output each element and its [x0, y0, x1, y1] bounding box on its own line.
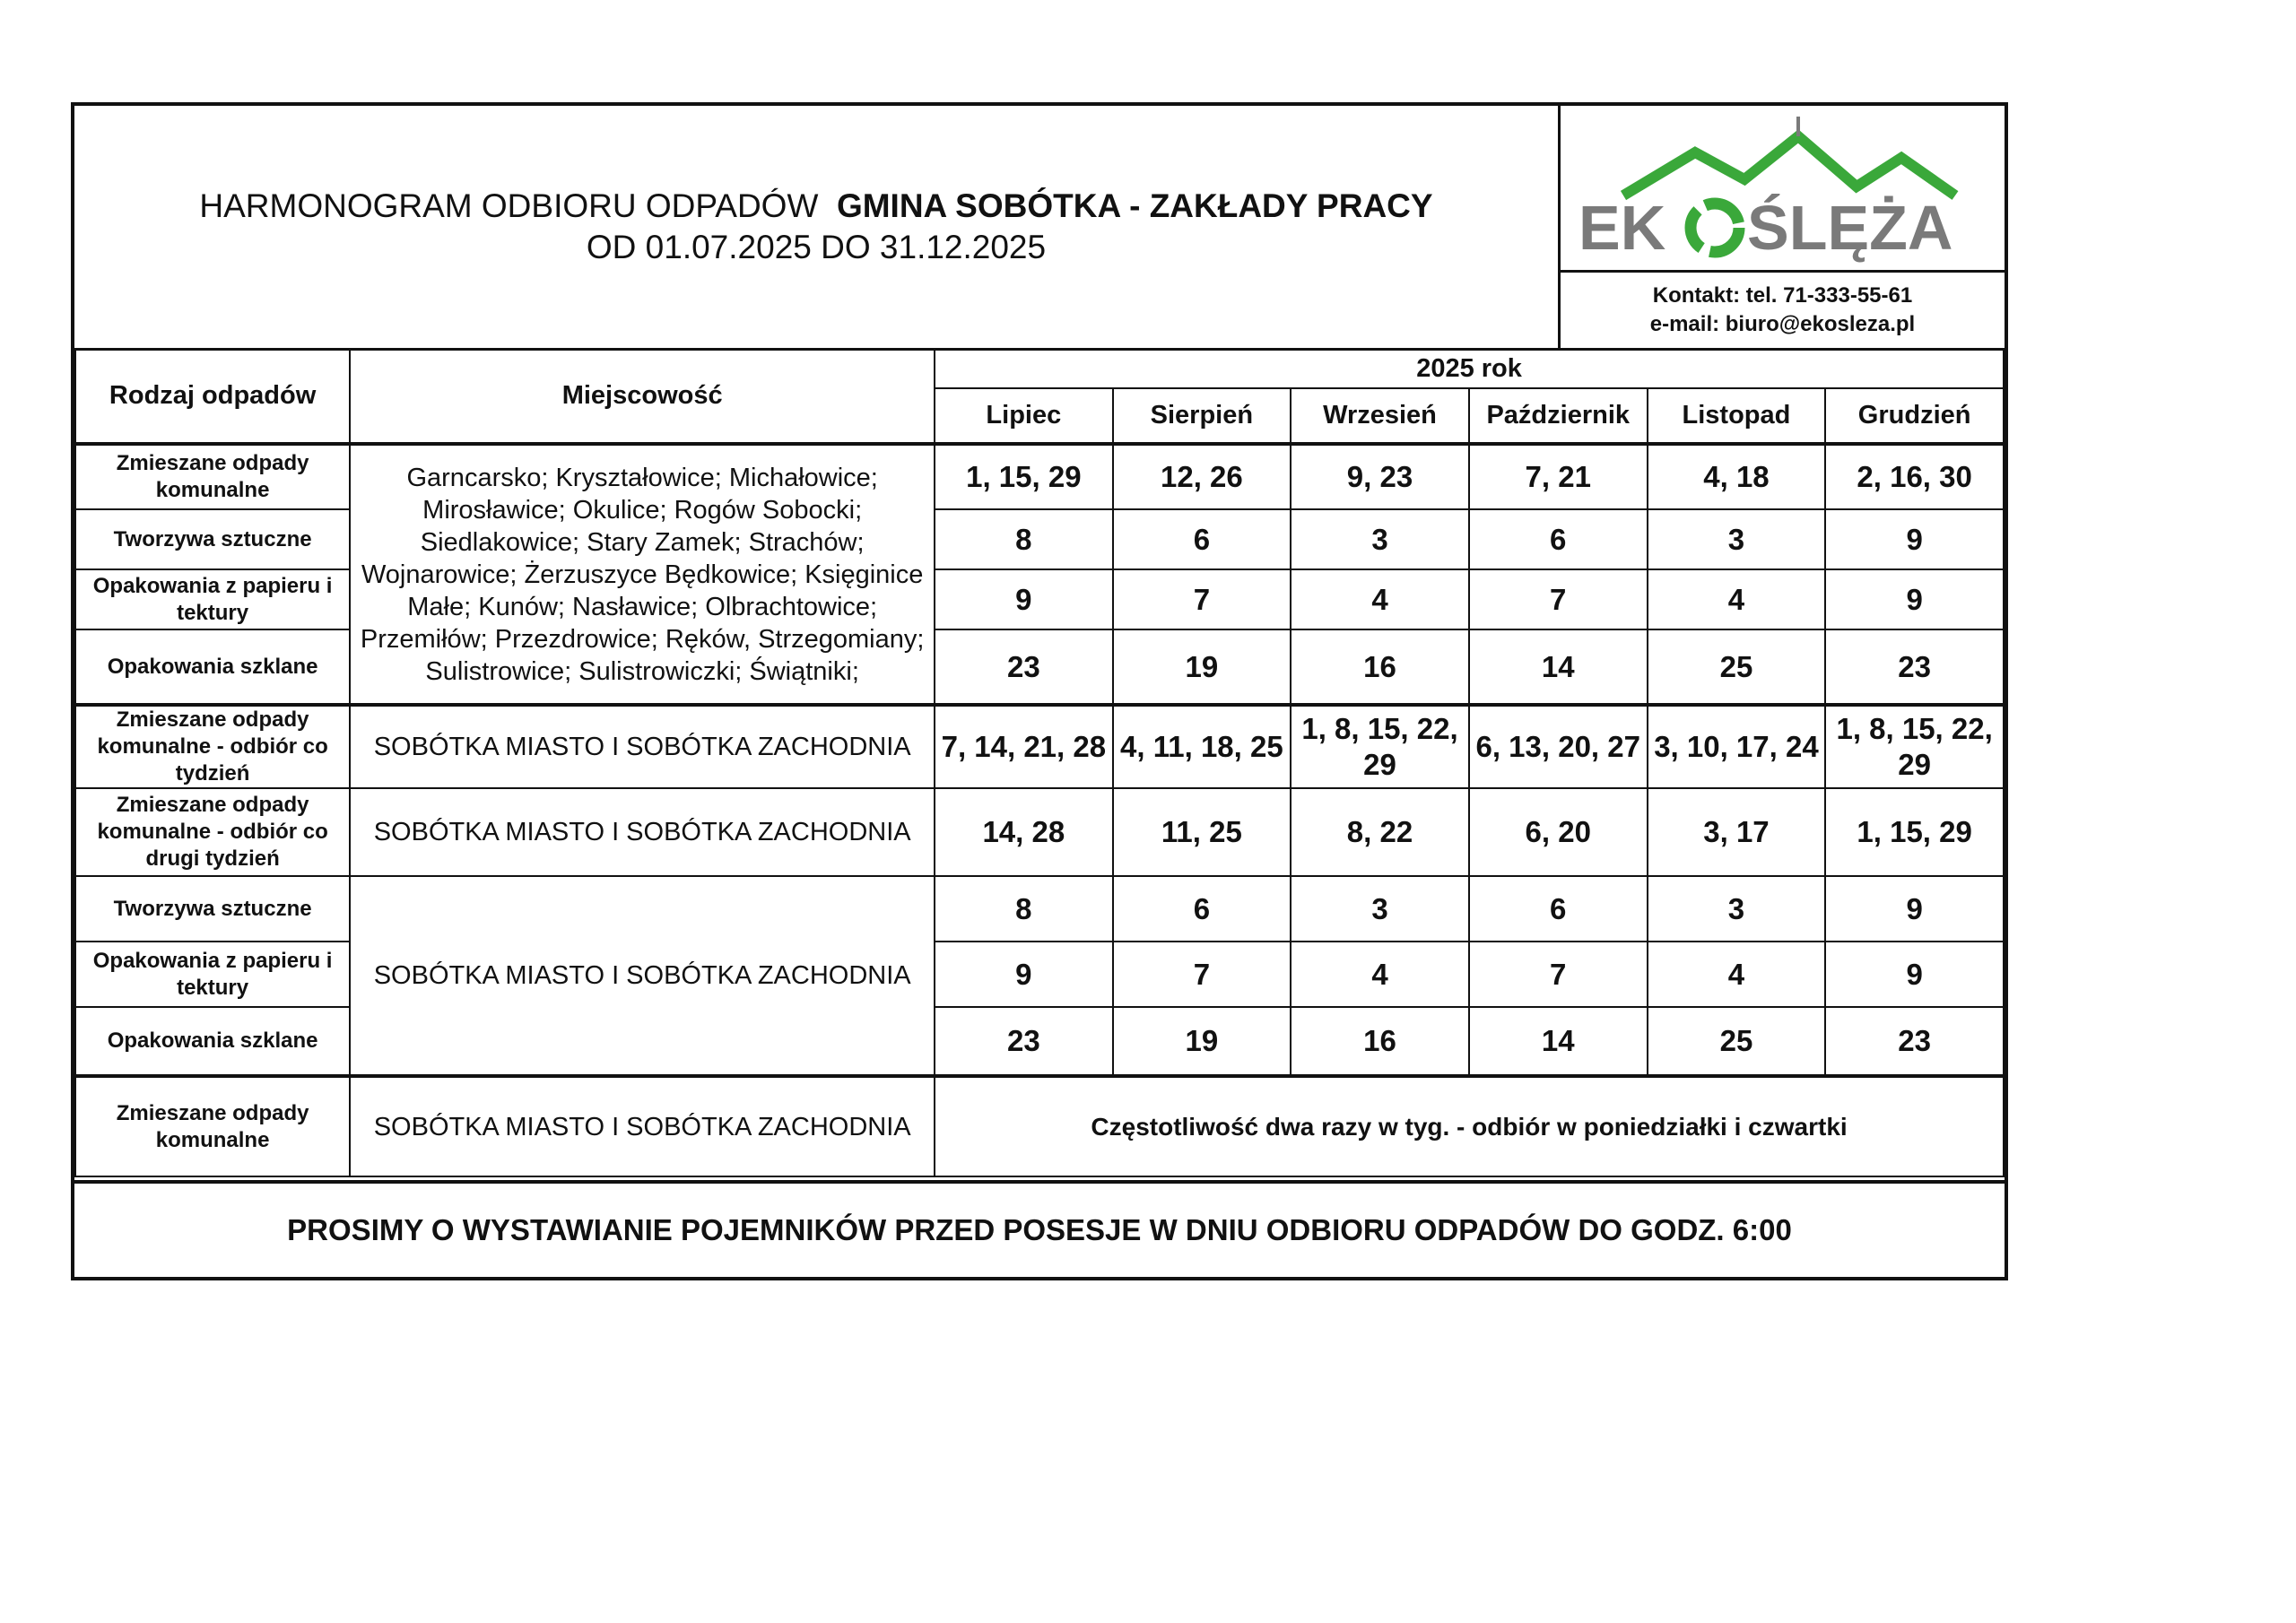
month-header: Październik	[1469, 388, 1648, 444]
month-header: Listopad	[1648, 388, 1826, 444]
date-cell: 3, 17	[1648, 788, 1826, 876]
month-header: Wrzesień	[1291, 388, 1469, 444]
date-cell: 14, 28	[935, 788, 1112, 876]
date-cell: 6	[1469, 509, 1648, 569]
logo-text-left: EK	[1578, 193, 1666, 263]
table-row	[75, 876, 2004, 942]
mountain-line	[1623, 136, 1955, 195]
villages-cell: Garncarsko; Kryształowice; Michałowice; Mirosławice; Okulice; Rogów Sobocki; Siedlakowice; Stary Zamek; Strachów; Wojnarowice; Żerzuszyce Będkowice; Księginice Małe; Kunów; Nasławice; Olbrachtowice; Przemiłów; Przezdrowice; Ręków, Strzegomiany; Sulistrowice; Sulistrowiczki; Świątniki;	[350, 444, 935, 705]
date-cell: 8	[935, 876, 1112, 942]
date-cell: 16	[1291, 629, 1469, 705]
date-cell: 7, 14, 21, 28	[935, 705, 1112, 788]
date-cell: 9	[935, 942, 1112, 1007]
date-cell: 3	[1291, 876, 1469, 942]
date-cell: 6	[1469, 876, 1648, 942]
date-cell: 23	[935, 629, 1112, 705]
month-header: Grudzień	[1825, 388, 2004, 444]
waste-type: Tworzywa sztuczne	[75, 876, 350, 942]
date-cell: 6	[1113, 509, 1292, 569]
date-cell: 23	[935, 1007, 1112, 1076]
frequency-cell: Częstotliwość dwa razy w tyg. - odbiór w poniedziałki i czwartki	[935, 1076, 2004, 1176]
date-cell: 4	[1291, 569, 1469, 629]
date-cell: 4	[1648, 569, 1826, 629]
contact-phone: Kontakt: tel. 71-333-55-61	[1652, 283, 1913, 308]
place-cell: SOBÓTKA MIASTO I SOBÓTKA ZACHODNIA	[350, 788, 935, 876]
period: OD 01.07.2025 DO 31.12.2025	[586, 229, 1047, 265]
date-cell: 1, 15, 29	[935, 444, 1112, 509]
header-row-year	[75, 349, 2004, 388]
waste-type: Opakowania szklane	[75, 629, 350, 705]
date-cell: 11, 25	[1113, 788, 1292, 876]
document-title	[199, 186, 1432, 227]
date-cell: 9	[1825, 569, 2004, 629]
date-cell: 25	[1648, 1007, 1826, 1076]
date-cell: 3	[1648, 509, 1826, 569]
date-cell: 9, 23	[1291, 444, 1469, 509]
date-cell: 6, 13, 20, 27	[1469, 705, 1648, 788]
place-cell: SOBÓTKA MIASTO I SOBÓTKA ZACHODNIA	[350, 876, 935, 1076]
date-cell: 6	[1113, 876, 1292, 942]
date-cell: 7	[1113, 569, 1292, 629]
recycle-icon	[1691, 204, 1739, 252]
date-cell: 8, 22	[1291, 788, 1469, 876]
waste-type: Zmieszane odpady komunalne	[75, 444, 350, 509]
footer-notice: PROSIMY O WYSTAWIANIE POJEMNIKÓW PRZED POSESJE W DNIU ODBIORU ODPADÓW DO GODZ. 6:00	[74, 1180, 2005, 1277]
date-cell: 9	[935, 569, 1112, 629]
date-cell: 4	[1291, 942, 1469, 1007]
date-cell: 12, 26	[1113, 444, 1292, 509]
date-cell: 7	[1113, 942, 1292, 1007]
waste-type: Zmieszane odpady komunalne - odbiór co drugi tydzień	[75, 788, 350, 876]
waste-type: Opakowania szklane	[75, 1007, 350, 1076]
ekosleza-logo	[1561, 106, 2002, 270]
date-cell: 2, 16, 30	[1825, 444, 2004, 509]
waste-type: Zmieszane odpady komunalne - odbiór co tydzień	[75, 705, 350, 788]
date-cell: 16	[1291, 1007, 1469, 1076]
month-header: Sierpień	[1113, 388, 1292, 444]
waste-type: Tworzywa sztuczne	[75, 509, 350, 569]
date-cell: 19	[1113, 1007, 1292, 1076]
schedule-table	[74, 348, 2005, 1177]
logo-box	[1561, 106, 2005, 273]
logo-text-right: ŚLĘŻA	[1747, 193, 1953, 263]
title-part1: HARMONOGRAM ODBIORU ODPADÓW	[199, 187, 819, 224]
schedule-sheet	[71, 102, 2008, 1280]
date-cell: 8	[935, 509, 1112, 569]
contact-box	[1561, 273, 2005, 348]
place-cell: SOBÓTKA MIASTO I SOBÓTKA ZACHODNIA	[350, 1076, 935, 1176]
date-cell: 3	[1291, 509, 1469, 569]
table-row	[75, 444, 2004, 509]
waste-type: Zmieszane odpady komunalne	[75, 1076, 350, 1176]
date-cell: 14	[1469, 629, 1648, 705]
date-cell: 4, 18	[1648, 444, 1826, 509]
month-header: Lipiec	[935, 388, 1112, 444]
table-row	[75, 705, 2004, 788]
date-cell: 3, 10, 17, 24	[1648, 705, 1826, 788]
date-cell: 7, 21	[1469, 444, 1648, 509]
date-cell: 4, 11, 18, 25	[1113, 705, 1292, 788]
date-cell: 25	[1648, 629, 1826, 705]
contact-email: e-mail: biuro@ekosleza.pl	[1649, 312, 1916, 336]
waste-type: Opakowania z papieru i tektury	[75, 569, 350, 629]
table-row	[75, 788, 2004, 876]
col-place-header: Miejscowość	[350, 349, 935, 444]
title-box	[74, 106, 1561, 348]
date-cell: 7	[1469, 942, 1648, 1007]
year-header: 2025 rok	[935, 349, 2004, 388]
date-cell: 9	[1825, 509, 2004, 569]
date-cell: 3	[1648, 876, 1826, 942]
date-cell: 6, 20	[1469, 788, 1648, 876]
place-cell: SOBÓTKA MIASTO I SOBÓTKA ZACHODNIA	[350, 705, 935, 788]
date-cell: 1, 8, 15, 22, 29	[1825, 705, 2004, 788]
header	[74, 106, 2005, 351]
date-cell: 23	[1825, 629, 2004, 705]
waste-type: Opakowania z papieru i tektury	[75, 942, 350, 1007]
date-cell: 7	[1469, 569, 1648, 629]
date-cell: 14	[1469, 1007, 1648, 1076]
date-cell: 19	[1113, 629, 1292, 705]
date-cell: 1, 8, 15, 22, 29	[1291, 705, 1469, 788]
title-part2: GMINA SOBÓTKA - ZAKŁADY PRACY	[836, 187, 1433, 224]
table-row	[75, 1076, 2004, 1176]
date-cell: 9	[1825, 942, 2004, 1007]
col-waste-header: Rodzaj odpadów	[75, 349, 350, 444]
date-cell: 23	[1825, 1007, 2004, 1076]
date-cell: 4	[1648, 942, 1826, 1007]
date-cell: 1, 15, 29	[1825, 788, 2004, 876]
date-cell: 9	[1825, 876, 2004, 942]
